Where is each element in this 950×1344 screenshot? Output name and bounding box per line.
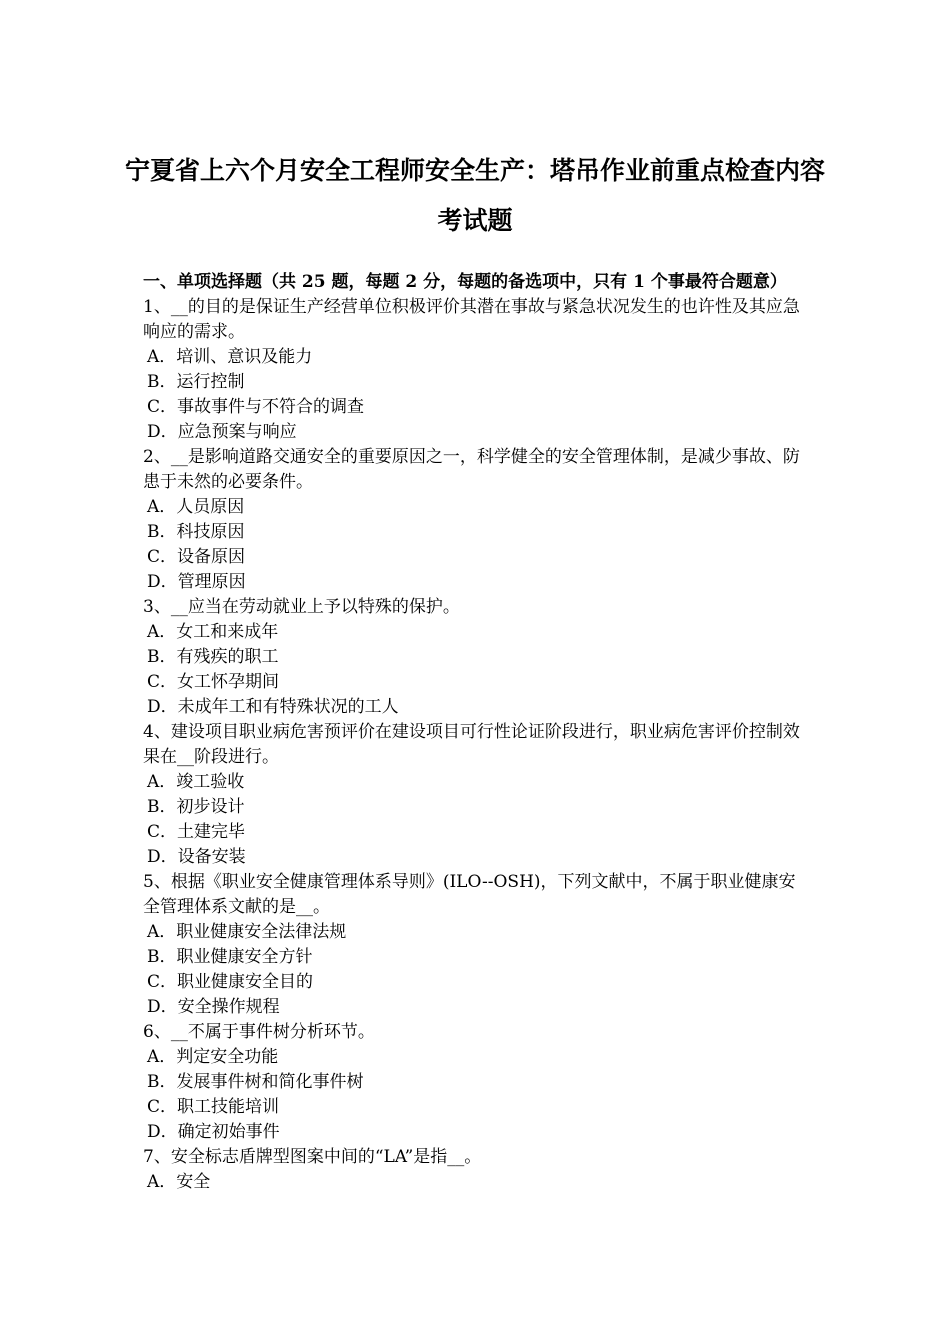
option-a: A．职业健康安全法律法规 [147,922,347,942]
question-4 [143,720,809,870]
option-c: C．设备原因 [147,547,246,567]
option-b: B．运行控制 [147,372,245,392]
option-a: A．女工和来成年 [147,622,279,642]
option-d: D．安全操作规程 [147,997,280,1017]
option-b: B．职业健康安全方针 [147,947,313,967]
question-stem: 6、__不属于事件树分析环节。 [143,1022,375,1042]
option-c: C．土建完毕 [147,822,246,842]
option-d: D．管理原因 [147,572,246,592]
question-5 [143,870,809,1020]
option-a: A．培训、意识及能力 [147,347,313,367]
option-d: D．确定初始事件 [147,1122,280,1142]
option-a: A．判定安全功能 [147,1047,279,1067]
option-d: D．设备安装 [147,847,246,867]
document-body [143,270,809,1195]
option-b: B．有残疾的职工 [147,647,279,667]
question-6 [143,1020,809,1145]
option-c: C．职业健康安全目的 [147,972,314,992]
question-3 [143,595,809,720]
option-b: B．科技原因 [147,522,245,542]
question-2 [143,445,809,595]
option-b: B．发展事件树和简化事件树 [147,1072,364,1092]
question-stem: 2、__是影响道路交通安全的重要原因之一，科学健全的安全管理体制，是减少事故、防患于未然的必要条件。 [143,447,800,492]
question-stem: 3、__应当在劳动就业上予以特殊的保护。 [143,597,460,617]
question-stem: 5、根据《职业安全健康管理体系导则》(ILO--OSH)，下列文献中，不属于职业健康安全管理体系文献的是__。 [143,872,796,917]
option-d: D．应急预案与响应 [147,422,297,442]
option-a: A．人员原因 [147,497,245,517]
option-c: C．女工怀孕期间 [147,672,280,692]
question-stem: 7、安全标志盾牌型图案中间的“LA”是指__。 [143,1147,482,1167]
question-1 [143,295,809,445]
question-stem: 1、__的目的是保证生产经营单位积极评价其潜在事故与紧急状况发生的也许性及其应急响应的需求。 [143,297,800,342]
option-c: C．职工技能培训 [147,1097,280,1117]
option-a: A．竣工验收 [147,772,245,792]
option-c: C．事故事件与不符合的调查 [147,397,365,417]
question-7 [143,1145,809,1195]
option-a: A．安全 [147,1172,211,1192]
option-b: B．初步设计 [147,797,245,817]
section-heading: 一、单项选择题（共 25 题，每题 2 分，每题的备选项中，只有 1 个事最符合题意） [143,272,787,292]
question-stem: 4、建设项目职业病危害预评价在建设项目可行性论证阶段进行，职业病危害评价控制效果在__阶段进行。 [143,722,800,767]
option-d: D．未成年工和有特殊状况的工人 [147,697,399,717]
document-title: 宁夏省上六个月安全工程师安全生产：塔吊作业前重点检查内容考试题 [124,156,825,235]
